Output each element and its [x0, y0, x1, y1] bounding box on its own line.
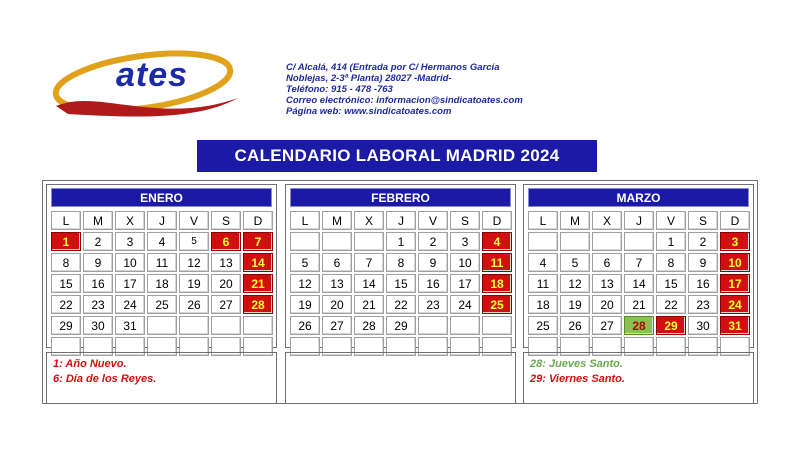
- day-cell: 15: [51, 274, 81, 293]
- empty-cell: [560, 232, 590, 251]
- weekday-header: D: [243, 211, 273, 230]
- day-cell: 6: [592, 253, 622, 272]
- day-cell: 19: [560, 295, 590, 314]
- day-cell: 4: [528, 253, 558, 272]
- empty-cell: [354, 232, 384, 251]
- day-cell: 9: [688, 253, 718, 272]
- empty-cell: [528, 232, 558, 251]
- day-cell: 30: [83, 316, 113, 335]
- weekday-header: L: [290, 211, 320, 230]
- month-enero: [46, 184, 277, 348]
- day-cell: 28: [624, 316, 654, 335]
- weekday-header: L: [51, 211, 81, 230]
- day-cell: 29: [51, 316, 81, 335]
- page-title: CALENDARIO LABORAL MADRID 2024: [197, 140, 597, 172]
- day-cell: 26: [560, 316, 590, 335]
- day-cell: 27: [592, 316, 622, 335]
- day-cell: 29: [656, 316, 686, 335]
- weekday-header: M: [322, 211, 352, 230]
- weekday-header: D: [720, 211, 750, 230]
- empty-cell: [418, 316, 448, 335]
- day-cell: 1: [386, 232, 416, 251]
- holiday-note: 28: Jueves Santo.: [530, 358, 623, 370]
- weekday-header: D: [482, 211, 512, 230]
- ates-logo: [48, 48, 246, 126]
- day-cell: 10: [115, 253, 145, 272]
- day-cell: 9: [418, 253, 448, 272]
- day-cell: 24: [450, 295, 480, 314]
- empty-cell: [147, 316, 177, 335]
- holiday-notes-febrero: [285, 352, 516, 404]
- day-cell: 13: [322, 274, 352, 293]
- empty-cell: [592, 232, 622, 251]
- day-cell: 14: [243, 253, 273, 272]
- day-cell: 16: [688, 274, 718, 293]
- weekday-header: V: [418, 211, 448, 230]
- day-cell: 12: [560, 274, 590, 293]
- weekday-header: L: [528, 211, 558, 230]
- day-cell: 15: [386, 274, 416, 293]
- day-cell: 19: [179, 274, 209, 293]
- day-cell: 8: [51, 253, 81, 272]
- day-cell: 27: [211, 295, 241, 314]
- day-cell: 16: [83, 274, 113, 293]
- day-cell: 4: [482, 232, 512, 251]
- day-cell: 6: [211, 232, 241, 251]
- month-header: MARZO: [528, 188, 749, 207]
- day-cell: 3: [450, 232, 480, 251]
- day-cell: 26: [290, 316, 320, 335]
- weekday-header: X: [115, 211, 145, 230]
- holiday-notes-marzo: [523, 352, 754, 404]
- day-cell: 17: [720, 274, 750, 293]
- holiday-notes-enero: [46, 352, 277, 404]
- day-cell: 29: [386, 316, 416, 335]
- weekday-header: S: [688, 211, 718, 230]
- day-cell: 22: [386, 295, 416, 314]
- day-cell: 18: [528, 295, 558, 314]
- day-cell: 18: [147, 274, 177, 293]
- day-cell: 14: [354, 274, 384, 293]
- day-cell: 1: [51, 232, 81, 251]
- day-cell: 31: [720, 316, 750, 335]
- day-cell: 2: [688, 232, 718, 251]
- day-cell: 22: [656, 295, 686, 314]
- day-cell: 27: [322, 316, 352, 335]
- holiday-note: 29: Viernes Santo.: [530, 373, 625, 385]
- day-cell: 11: [528, 274, 558, 293]
- day-cell: 9: [83, 253, 113, 272]
- contact-website: Página web: www.sindicatoates.com: [286, 106, 452, 117]
- contact-phone: Teléfono: 915 - 478 -763: [286, 84, 393, 95]
- day-cell: 18: [482, 274, 512, 293]
- month-marzo: [523, 184, 754, 348]
- month-grid: [51, 211, 276, 356]
- day-cell: 3: [720, 232, 750, 251]
- day-cell: 1: [656, 232, 686, 251]
- logo-text: ates: [116, 56, 189, 94]
- empty-cell: [243, 316, 273, 335]
- day-cell: 12: [179, 253, 209, 272]
- weekday-header: J: [624, 211, 654, 230]
- contact-info: [286, 62, 523, 117]
- month-grid: [290, 211, 515, 356]
- day-cell: 25: [147, 295, 177, 314]
- empty-cell: [322, 232, 352, 251]
- day-cell: 23: [418, 295, 448, 314]
- day-cell: 13: [211, 253, 241, 272]
- empty-cell: [179, 316, 209, 335]
- contact-email: Correo electrónico: informacion@sindicatoates.com: [286, 95, 523, 106]
- day-cell: 7: [624, 253, 654, 272]
- weekday-header: S: [211, 211, 241, 230]
- day-cell: 21: [624, 295, 654, 314]
- day-cell: 23: [688, 295, 718, 314]
- day-cell: 5: [560, 253, 590, 272]
- contact-address-line-2: Noblejas, 2-3ª Planta) 28027 -Madrid-: [286, 73, 452, 84]
- day-cell: 8: [656, 253, 686, 272]
- month-header: ENERO: [51, 188, 272, 207]
- day-cell: 20: [211, 274, 241, 293]
- weekday-header: M: [560, 211, 590, 230]
- day-cell: 3: [115, 232, 145, 251]
- day-cell: 11: [147, 253, 177, 272]
- day-cell: 22: [51, 295, 81, 314]
- weekday-header: X: [592, 211, 622, 230]
- day-cell: 17: [115, 274, 145, 293]
- day-cell: 20: [592, 295, 622, 314]
- month-grid: [528, 211, 753, 356]
- day-cell: 31: [115, 316, 145, 335]
- day-cell: 21: [243, 274, 273, 293]
- day-cell: 21: [354, 295, 384, 314]
- day-cell: 30: [688, 316, 718, 335]
- day-cell: 25: [482, 295, 512, 314]
- day-cell: 24: [720, 295, 750, 314]
- day-cell: 19: [290, 295, 320, 314]
- empty-cell: [290, 232, 320, 251]
- day-cell: 8: [386, 253, 416, 272]
- day-cell: 20: [322, 295, 352, 314]
- day-cell: 5: [179, 232, 209, 251]
- day-cell: 23: [83, 295, 113, 314]
- empty-cell: [624, 232, 654, 251]
- day-cell: 25: [528, 316, 558, 335]
- empty-cell: [211, 316, 241, 335]
- holiday-note: 1: Año Nuevo.: [53, 358, 127, 370]
- contact-address-line-1: C/ Alcalá, 414 (Entrada por C/ Hermanos García: [286, 62, 500, 73]
- day-cell: 7: [354, 253, 384, 272]
- month-header: FEBRERO: [290, 188, 511, 207]
- day-cell: 10: [720, 253, 750, 272]
- day-cell: 7: [243, 232, 273, 251]
- day-cell: 10: [450, 253, 480, 272]
- month-febrero: [285, 184, 516, 348]
- day-cell: 13: [592, 274, 622, 293]
- weekday-header: J: [147, 211, 177, 230]
- empty-cell: [482, 316, 512, 335]
- day-cell: 2: [418, 232, 448, 251]
- day-cell: 28: [243, 295, 273, 314]
- day-cell: 4: [147, 232, 177, 251]
- weekday-header: M: [83, 211, 113, 230]
- day-cell: 14: [624, 274, 654, 293]
- weekday-header: X: [354, 211, 384, 230]
- day-cell: 15: [656, 274, 686, 293]
- day-cell: 17: [450, 274, 480, 293]
- weekday-header: V: [179, 211, 209, 230]
- day-cell: 26: [179, 295, 209, 314]
- day-cell: 28: [354, 316, 384, 335]
- day-cell: 11: [482, 253, 512, 272]
- day-cell: 5: [290, 253, 320, 272]
- weekday-header: V: [656, 211, 686, 230]
- day-cell: 2: [83, 232, 113, 251]
- day-cell: 24: [115, 295, 145, 314]
- weekday-header: J: [386, 211, 416, 230]
- holiday-note: 6: Día de los Reyes.: [53, 373, 157, 385]
- weekday-header: S: [450, 211, 480, 230]
- day-cell: 6: [322, 253, 352, 272]
- day-cell: 12: [290, 274, 320, 293]
- empty-cell: [450, 316, 480, 335]
- day-cell: 16: [418, 274, 448, 293]
